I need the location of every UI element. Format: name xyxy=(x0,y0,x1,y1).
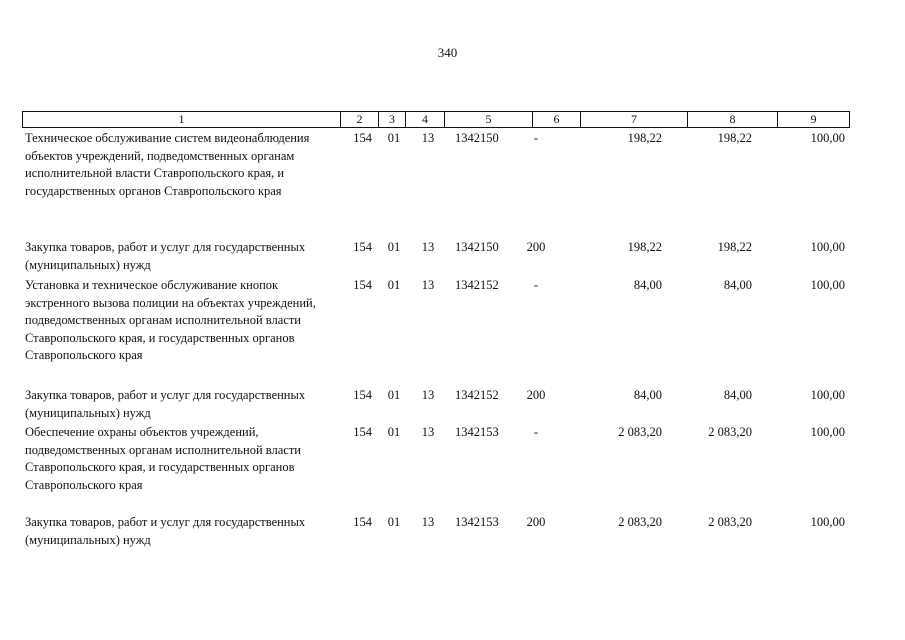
page-number: 340 xyxy=(437,45,458,60)
row-name: Закупка товаров, работ и услуг для государственных (муниципальных) нужд xyxy=(25,240,306,272)
row-name: Закупка товаров, работ и услуг для государственных (муниципальных) нужд xyxy=(25,515,306,547)
cell-col-8: 2 083,20 xyxy=(708,425,752,439)
cell-col-7: 198,22 xyxy=(627,240,662,254)
cell-col-9: 100,00 xyxy=(810,131,845,145)
cell-col-6: - xyxy=(533,278,539,292)
cell-col-8: 84,00 xyxy=(723,388,752,402)
cell-col-9: 100,00 xyxy=(810,425,845,439)
cell-col-2: 154 xyxy=(353,388,372,402)
cell-col-4: 13 xyxy=(421,515,435,529)
cell-col-6: - xyxy=(533,131,539,145)
cell-col-5: 1342152 xyxy=(455,388,499,402)
header-col-1: 1 xyxy=(23,112,341,127)
cell-col-9: 100,00 xyxy=(810,388,845,402)
cell-col-5: 1342152 xyxy=(455,278,499,292)
cell-col-5: 1342150 xyxy=(455,131,499,145)
cell-col-7: 2 083,20 xyxy=(618,515,662,529)
cell-col-2: 154 xyxy=(353,425,372,439)
header-col-3: 3 xyxy=(379,112,406,127)
cell-col-3: 01 xyxy=(387,278,401,292)
header-col-6: 6 xyxy=(533,112,581,127)
cell-col-7: 84,00 xyxy=(633,278,662,292)
cell-col-3: 01 xyxy=(387,388,401,402)
cell-col-4: 13 xyxy=(421,278,435,292)
cell-col-6: 200 xyxy=(526,240,546,254)
cell-col-2: 154 xyxy=(353,131,372,145)
cell-col-2: 154 xyxy=(353,515,372,529)
header-col-2: 2 xyxy=(341,112,379,127)
cell-col-9: 100,00 xyxy=(810,240,845,254)
row-name: Закупка товаров, работ и услуг для государственных (муниципальных) нужд xyxy=(25,388,306,420)
cell-col-2: 154 xyxy=(353,240,372,254)
cell-col-8: 198,22 xyxy=(717,240,752,254)
cell-col-6: 200 xyxy=(526,515,546,529)
header-col-4: 4 xyxy=(406,112,445,127)
cell-col-7: 198,22 xyxy=(627,131,662,145)
cell-col-8: 198,22 xyxy=(717,131,752,145)
cell-col-8: 2 083,20 xyxy=(708,515,752,529)
cell-col-4: 13 xyxy=(421,240,435,254)
cell-col-4: 13 xyxy=(421,131,435,145)
cell-col-9: 100,00 xyxy=(810,278,845,292)
cell-col-7: 2 083,20 xyxy=(618,425,662,439)
cell-col-3: 01 xyxy=(387,425,401,439)
header-col-9: 9 xyxy=(810,112,817,126)
cell-col-3: 01 xyxy=(387,515,401,529)
header-col-7: 7 xyxy=(581,112,688,127)
cell-col-5: 1342153 xyxy=(455,425,499,439)
cell-col-6: 200 xyxy=(526,388,546,402)
cell-col-3: 01 xyxy=(387,131,401,145)
cell-col-4: 13 xyxy=(421,388,435,402)
cell-col-7: 84,00 xyxy=(633,388,662,402)
cell-col-3: 01 xyxy=(387,240,401,254)
cell-col-9: 100,00 xyxy=(810,515,845,529)
cell-col-5: 1342150 xyxy=(455,240,499,254)
cell-col-5: 1342153 xyxy=(455,515,499,529)
header-col-8: 8 xyxy=(688,112,778,127)
table-header xyxy=(22,111,850,128)
row-name: Установка и техническое обслуживание кнопок экстренного вызова полиции на объектах учреждений, подведомственных органам исполнительной власти Ставропольского края, и государственных органов Ставропольского края xyxy=(25,278,316,362)
cell-col-8: 84,00 xyxy=(723,278,752,292)
cell-col-6: - xyxy=(533,425,539,439)
row-name: Обеспечение охраны объектов учреждений, подведомственных органам исполнительной власти Ставропольского края, и государственных органов Ставропольского края xyxy=(25,425,301,492)
cell-col-4: 13 xyxy=(421,425,435,439)
row-name: Техническое обслуживание систем видеонаблюдения объектов учреждений, подведомственных органам исполнительной власти Ставропольского края, и государственных органов Ставропольского края xyxy=(25,131,310,198)
cell-col-2: 154 xyxy=(353,278,372,292)
header-col-5: 5 xyxy=(445,112,533,127)
